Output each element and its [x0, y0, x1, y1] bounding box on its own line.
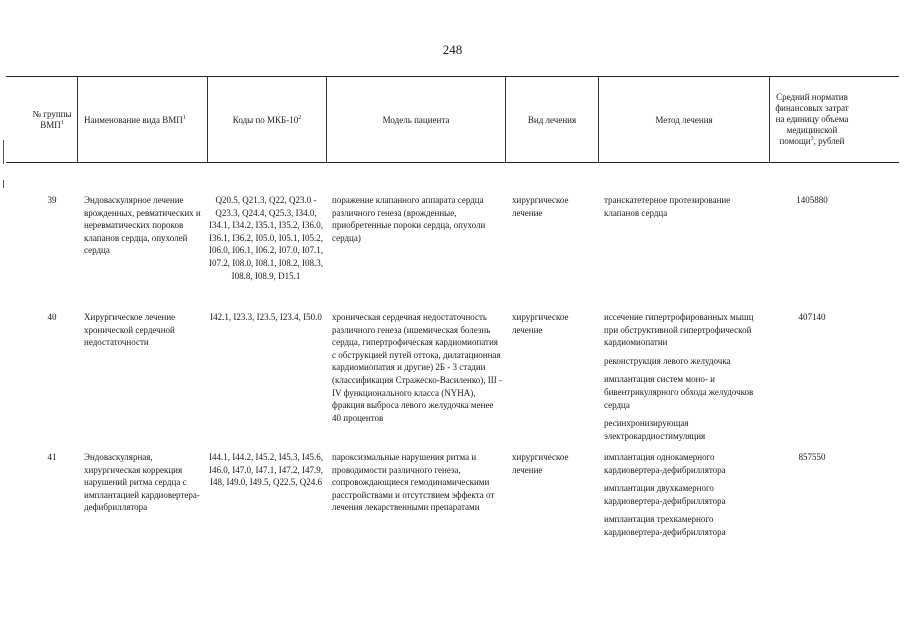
row-39-treatment-type: хирургическое лечение — [512, 195, 569, 218]
row-39-number: 39 — [47, 195, 57, 205]
row-40-average-cost: 407140 — [798, 312, 826, 322]
row-39-average-cost: 1405880 — [796, 195, 828, 205]
header-average-cost: Средний норматив финансовых затрат на единицу объема медицинской помощи$^3$, рублей — [775, 91, 849, 146]
row-41-treatment-method — [604, 451, 764, 545]
row-39-vmp-name: Эндоваскулярное лечение врожденных, ревматических и неревматических пороков клапанов сердца, опухолей сердца — [84, 195, 201, 256]
row-40-vmp-name: Хирургическое лечение хронической сердечной недостаточности — [84, 312, 176, 348]
left-margin-mark — [3, 140, 4, 164]
row-39-icd-codes: Q20.5, Q21.3, Q22, Q23.0 - Q23.3, Q24.4, Q25.3, I34.0, I34.1, I34.2, I35.1, I35.2, I36.0, I36.1, I36.2, I05.0, I05.1, I05.2, I06.0, I06.1, I06.2, I07.0, I07.1, I07.2, I08.0, I08.1, I08.2, I08.3, I08.8, I08.9, D15.1 — [209, 195, 323, 281]
row-40-treatment-type: хирургическое лечение — [512, 312, 569, 335]
header-patient-model: Модель пациента — [382, 114, 450, 125]
method-item: имплантация однокамерного кардиовертера-дефибриллятора — [604, 452, 726, 475]
method-item: имплантация трехкамерного кардиовертера-дефибриллятора — [604, 514, 726, 537]
method-item: ресинхронизирующая электрокардиостимуляция — [604, 418, 706, 441]
table-top-border — [6, 76, 899, 77]
row-40-patient-model: хроническая сердечная недостаточность различного генеза (ишемическая болезнь сердца, гипертрофическая кардиомиопатия с обструкцией путей оттока, дилатационная кардиомиопатия и другие) 2Б - 3 стадии (классификация Стражеско-Василенко), III - IV функционального класса (NYHA), фракция выброса левого желудочка менее 40 процентов — [332, 312, 502, 423]
method-item: транскатетерное протезирование клапанов сердца — [604, 195, 731, 218]
row-39-treatment-method — [604, 194, 764, 225]
row-41-number: 41 — [47, 452, 57, 462]
header-icd-codes: Коды по МКБ-$10^2$ — [232, 114, 302, 125]
row-40-number: 40 — [47, 312, 57, 322]
method-item: иссечение гипертрофированных мышц при обструктивной гипертрофической кардиомиопатии — [604, 312, 754, 348]
left-margin-mark — [3, 180, 4, 188]
column-divider — [77, 76, 78, 162]
row-41-icd-codes: I44.1, I44.2, I45.2, I45.3, I45.6, I46.0, I47.0, I47.1, I47.2, I47.9, I48, I49.0, I49.5, Q22.5, Q24.6 — [209, 452, 323, 488]
row-40-icd-codes: I42.1, I23.3, I23.5, I23.4, I50.0 — [210, 312, 322, 322]
header-vmp-name: Наименование вида ВМП$^1$ — [84, 114, 186, 125]
row-40-treatment-method — [604, 311, 764, 448]
table-header-bottom-border — [6, 162, 899, 163]
method-item: имплантация двухкамерного кардиовертера-дефибриллятора — [604, 483, 726, 506]
row-39-patient-model: поражение клапанного аппарата сердца различного генеза (врожденные, приобретенные пороки сердца, опухоли сердца) — [332, 195, 486, 243]
method-item: реконструкция левого желудочка — [604, 355, 731, 366]
page-number: 248 — [442, 42, 463, 57]
row-41-vmp-name: Эндоваскулярная, хирургическая коррекция нарушений ритма сердца с имплантацией кардиовертера-дефибриллятора — [84, 452, 200, 513]
row-41-patient-model: пароксизмальные нарушения ритма и проводимости различного генеза, сопровождающиеся гемодинамическими расстройствами и отсутствием эффекта от лечения лекарственными препаратами — [332, 452, 495, 513]
method-item: имплантация систем моно- и бивентрикулярного обхода желудочков сердца — [604, 374, 754, 410]
header-treatment-method: Метод лечения — [655, 114, 713, 125]
row-41-treatment-type: хирургическое лечение — [512, 452, 569, 475]
header-treatment-type: Вид лечения — [527, 114, 577, 125]
row-41-average-cost: 857550 — [798, 452, 826, 462]
header-group-number: № группы ВМП$^1$ — [32, 109, 72, 130]
